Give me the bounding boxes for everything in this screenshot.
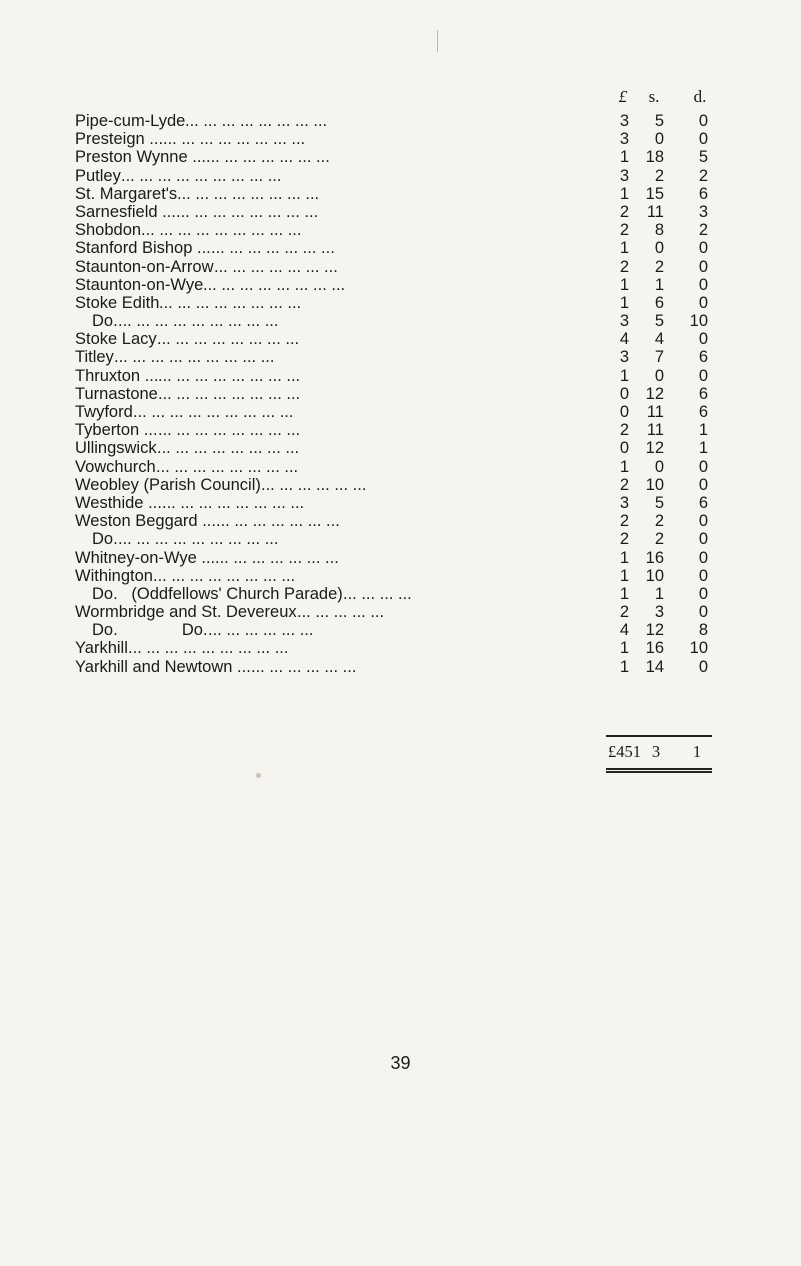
pence-cell: 1 <box>698 439 708 458</box>
pence-cell: 0 <box>698 130 708 149</box>
pounds-cell: 1 <box>619 275 629 294</box>
pence-cell: 1 <box>698 421 708 440</box>
parish-name: Vowchurch <box>75 457 156 476</box>
leader-dots: ... ... ... ... ... ... <box>261 475 367 494</box>
pence-cell: 0 <box>698 293 708 312</box>
parish-name: Twyford <box>75 403 133 421</box>
pounds-cell: 0 <box>619 403 629 421</box>
parish-name: Yarkhill and Newtown ... <box>75 657 251 676</box>
shillings-cell: 18 <box>645 148 664 167</box>
pounds-cell: 1 <box>619 239 629 258</box>
pence-cell: 10 <box>689 312 708 331</box>
pence-cell: 0 <box>698 257 708 276</box>
table-row <box>0 458 801 476</box>
parish-name: Staunton-on-Arrow <box>75 257 214 276</box>
pence-cell: 0 <box>698 275 708 294</box>
leader-dots: ... ... ... ... ... ... ... <box>206 148 330 167</box>
table-row <box>0 567 801 585</box>
shillings-cell: 2 <box>654 257 664 276</box>
leader-dots: ... ... ... ... ... ... ... ... <box>158 366 301 385</box>
table-row <box>0 185 801 203</box>
table-row <box>0 348 801 366</box>
pence-cell: 2 <box>698 166 708 185</box>
total-rule-top <box>606 735 712 737</box>
table-row <box>0 639 801 657</box>
shillings-cell: 16 <box>645 639 664 658</box>
pounds-cell: 3 <box>619 312 629 331</box>
shillings-cell: 11 <box>646 202 664 221</box>
page-number: 39 <box>390 1053 411 1073</box>
total-rule-bottom <box>606 768 712 770</box>
table-row <box>0 330 801 348</box>
parish-name: Staunton-on-Wye <box>75 275 204 294</box>
shillings-cell: 5 <box>654 112 664 130</box>
pence-cell: 0 <box>698 603 708 622</box>
parish-name: Titley <box>75 348 114 367</box>
pounds-cell: 2 <box>619 603 629 622</box>
shillings-cell: 5 <box>654 493 664 512</box>
table-row <box>0 439 801 457</box>
parish-name: Yarkhill <box>75 639 128 658</box>
pence-cell: 0 <box>698 657 708 676</box>
parish-name: Putley <box>75 166 121 185</box>
shillings-cell: 6 <box>654 293 664 312</box>
pence-cell: 6 <box>698 403 708 421</box>
shillings-cell: 16 <box>645 548 664 567</box>
parish-name: Withington <box>75 566 153 585</box>
pounds-cell: 2 <box>619 257 629 276</box>
pounds-cell: 1 <box>619 657 629 676</box>
leader-dots: ... ... ... ... ... ... ... <box>216 512 340 531</box>
pence-cell: 0 <box>698 566 708 585</box>
pence-cell: 3 <box>698 202 708 221</box>
shillings-cell: 8 <box>654 221 664 240</box>
pence-cell: 0 <box>698 548 708 567</box>
parish-name: Do. <box>92 530 118 549</box>
pounds-cell: 1 <box>619 148 629 167</box>
leader-dots: ... ... ... ... ... ... ... <box>211 239 335 258</box>
pounds-cell: 2 <box>619 512 629 531</box>
table-row <box>0 258 801 276</box>
header-shillings: s. <box>648 87 660 106</box>
shillings-cell: 15 <box>645 184 664 203</box>
pence-cell: 0 <box>698 512 708 531</box>
pounds-cell: 0 <box>619 439 629 458</box>
leader-dots: ... ... ... ... ... ... ... ... <box>163 130 306 149</box>
table-row <box>0 512 801 530</box>
pounds-cell: 2 <box>619 530 629 549</box>
pounds-cell: 3 <box>619 112 629 130</box>
parish-name: Turnastone <box>75 384 158 403</box>
pence-cell: 0 <box>698 239 708 258</box>
header-pence: d. <box>693 87 707 106</box>
pounds-cell: 3 <box>619 130 629 149</box>
shillings-cell: 0 <box>654 457 664 476</box>
leader-dots: ... ... ... ... ... ... ... ... ... <box>114 348 275 367</box>
leader-dots: ... ... ... ... ... ... <box>251 657 357 676</box>
pence-cell: 0 <box>698 475 708 494</box>
pounds-cell: 1 <box>619 184 629 203</box>
leader-dots: ... ... ... ... ... ... ... ... <box>156 457 299 476</box>
parish-name: Tyberton ... <box>75 421 158 440</box>
table-row <box>0 585 801 603</box>
shillings-cell: 11 <box>646 403 664 421</box>
parish-name: Weobley (Parish Council) <box>75 475 261 494</box>
table-row <box>0 494 801 512</box>
shillings-cell: 3 <box>654 603 664 622</box>
table-row <box>0 403 801 421</box>
leader-dots: ... ... ... ... ... ... ... ... ... <box>118 530 279 549</box>
parish-name: St. Margaret's <box>75 184 178 203</box>
pounds-cell: 2 <box>619 202 629 221</box>
pence-cell: 0 <box>698 112 708 130</box>
pounds-cell: 3 <box>619 493 629 512</box>
shillings-cell: 12 <box>645 439 664 458</box>
parish-name: Stoke Edith <box>75 293 160 312</box>
parish-name: Shobdon <box>75 221 142 240</box>
parish-name: Ullingswick <box>75 439 157 458</box>
shillings-cell: 7 <box>654 348 664 367</box>
table-row <box>0 130 801 148</box>
table-row <box>0 603 801 621</box>
pounds-cell: 3 <box>619 166 629 185</box>
pounds-cell: 1 <box>619 457 629 476</box>
leader-dots: ... ... ... ... ... ... ... ... <box>177 184 320 203</box>
shillings-cell: 14 <box>645 657 664 676</box>
parish-name: Weston Beggard ... <box>75 512 216 531</box>
table-row <box>0 476 801 494</box>
leader-dots: ... ... ... ... ... ... ... ... <box>203 275 346 294</box>
table-row <box>0 112 801 130</box>
table-row <box>0 312 801 330</box>
shillings-cell: 12 <box>645 621 664 640</box>
pence-cell: 6 <box>698 493 708 512</box>
table-row <box>0 658 801 676</box>
total-pence: 1 <box>692 742 702 761</box>
table-row <box>0 421 801 439</box>
shillings-cell: 5 <box>654 312 664 331</box>
pence-cell: 0 <box>698 330 708 349</box>
total-rule-double <box>606 771 712 773</box>
shillings-cell: 0 <box>654 130 664 149</box>
pounds-cell: 1 <box>619 293 629 312</box>
pence-cell: 10 <box>689 639 708 658</box>
shillings-cell: 10 <box>645 475 664 494</box>
parish-name: Preston Wynne ... <box>75 148 206 167</box>
pounds-cell: 1 <box>619 366 629 385</box>
table-row <box>0 549 801 567</box>
shillings-cell: 2 <box>654 166 664 185</box>
leader-dots: ... ... ... ... ... ... ... ... <box>157 330 300 349</box>
parish-name: Do. (Oddfellows' Church Parade) <box>92 584 343 603</box>
leader-dots: ... ... ... ... <box>343 584 412 603</box>
shillings-cell: 1 <box>654 584 664 603</box>
subscription-list <box>0 112 801 676</box>
shillings-cell: 2 <box>654 530 664 549</box>
leader-dots: ... ... ... ... ... ... ... ... ... <box>133 403 294 421</box>
pounds-cell: 1 <box>619 639 629 658</box>
table-row <box>0 385 801 403</box>
pounds-cell: 1 <box>619 548 629 567</box>
table-row <box>0 294 801 312</box>
pence-cell: 2 <box>698 221 708 240</box>
parish-name: Westhide ... <box>75 493 162 512</box>
leader-dots: ... ... ... ... ... <box>297 603 385 622</box>
parish-name: Stanford Bishop ... <box>75 239 211 258</box>
shillings-cell: 1 <box>654 275 664 294</box>
leader-dots: ... ... ... ... ... ... ... ... <box>153 566 296 585</box>
table-row <box>0 203 801 221</box>
ink-blot <box>256 773 261 778</box>
pounds-cell: 0 <box>619 384 629 403</box>
parish-name: Sarnesfield ... <box>75 202 176 221</box>
pounds-cell: 1 <box>619 584 629 603</box>
pounds-cell: 2 <box>619 475 629 494</box>
table-row <box>0 276 801 294</box>
parish-name: Thruxton ... <box>75 366 159 385</box>
pence-cell: 6 <box>698 384 708 403</box>
table-row <box>0 148 801 166</box>
pence-cell: 0 <box>698 457 708 476</box>
leader-dots: ... ... ... ... ... ... ... ... ... <box>141 221 302 240</box>
parish-name: Whitney-on-Wye ... <box>75 548 216 567</box>
leader-dots: ... ... ... ... ... ... ... <box>215 548 339 567</box>
shillings-cell: 0 <box>654 239 664 258</box>
pounds-cell: 2 <box>619 421 629 440</box>
pence-cell: 6 <box>698 348 708 367</box>
leader-dots: ... ... ... ... ... ... ... ... <box>185 112 328 130</box>
leader-dots: ... ... ... ... ... ... ... ... <box>158 384 301 403</box>
pounds-cell: 4 <box>619 621 629 640</box>
parish-name: Do. <box>92 312 118 331</box>
total-pounds: £451 <box>608 742 641 761</box>
header-pounds: £ <box>618 87 628 106</box>
pence-cell: 0 <box>698 584 708 603</box>
shillings-cell: 2 <box>654 512 664 531</box>
pence-cell: 5 <box>698 148 708 167</box>
shillings-cell: 11 <box>646 421 664 440</box>
parish-name: Stoke Lacy <box>75 330 157 349</box>
pounds-cell: 1 <box>619 566 629 585</box>
pounds-cell: 2 <box>619 221 629 240</box>
shillings-cell: 12 <box>645 384 664 403</box>
table-row <box>0 167 801 185</box>
total-shillings: 3 <box>651 742 661 761</box>
shillings-cell: 4 <box>654 330 664 349</box>
parish-name: Wormbridge and St. Devereux <box>75 603 297 622</box>
pence-cell: 6 <box>698 184 708 203</box>
leader-dots: ... ... ... ... ... ... ... ... ... <box>128 639 289 658</box>
shillings-cell: 10 <box>645 566 664 585</box>
pence-cell: 0 <box>698 530 708 549</box>
parish-name: Do. Do. <box>92 621 208 640</box>
parish-name: Presteign ... <box>75 130 164 149</box>
table-row <box>0 221 801 239</box>
table-row <box>0 367 801 385</box>
pence-cell: 8 <box>698 621 708 640</box>
parish-name: Pipe-cum-Lyde <box>75 112 186 130</box>
shillings-cell: 0 <box>654 366 664 385</box>
pounds-cell: 4 <box>619 330 629 349</box>
leader-dots: ... ... ... ... ... ... ... ... <box>176 202 319 221</box>
table-row <box>0 239 801 257</box>
leader-dots: ... ... ... ... ... ... ... ... ... <box>121 166 282 185</box>
pence-cell: 0 <box>698 366 708 385</box>
leader-dots: ... ... ... ... ... ... <box>208 621 314 640</box>
leader-dots: ... ... ... ... ... ... ... ... <box>162 493 305 512</box>
table-row <box>0 621 801 639</box>
leader-dots: ... ... ... ... ... ... ... ... <box>158 421 301 440</box>
leader-dots: ... ... ... ... ... ... ... ... ... <box>118 312 279 331</box>
leader-dots: ... ... ... ... ... ... ... <box>214 257 338 276</box>
leader-dots: ... ... ... ... ... ... ... ... <box>157 439 300 458</box>
table-row <box>0 530 801 548</box>
leader-dots: ... ... ... ... ... ... ... ... <box>159 293 302 312</box>
pounds-cell: 3 <box>619 348 629 367</box>
page-fold-mark <box>437 30 438 52</box>
